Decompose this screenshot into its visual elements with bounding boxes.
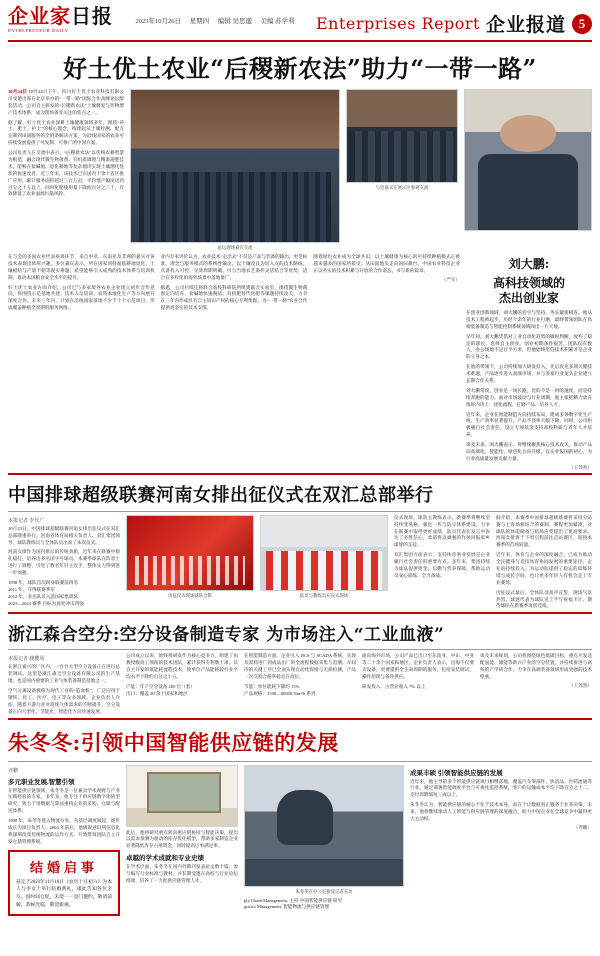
article2-para-3: 双汇集团方面表示，支持体育事业发展是企业履行社会责任的重要方式。多年来，集团持续为球队提供资金、后勤与营养保障，帮助运动员安心训练、全力备战。 [394, 552, 490, 578]
article3-spec-4: 研发投入：占营业收入 7% 以上 [362, 683, 426, 689]
article1-lower [8, 254, 592, 471]
article1-headline: 好土优土农业“后稷新农法”助力“一带一路” [63, 54, 537, 83]
article4-col4 [410, 765, 592, 917]
issue-date: 2023年10月26日 [135, 18, 181, 25]
article2-photo-banner-caption: 出征仪式现场球队合影 [168, 592, 212, 598]
profile-signature: （王莽然） [569, 464, 593, 470]
article2-col5 [496, 515, 592, 611]
article1-col-c [313, 254, 460, 471]
article3-para-2: 公司成立以来，始终将研发作为核心竞争力，组建了由教授级高工领衔的技术团队，累计获得专利数十项。其自主开发的低能耗流程技术，使单位产品能耗较行业平均水平下降约百分之十五。 [126, 653, 238, 679]
article4-sub3: 成果丰硕 引领智能供应链的发展 [410, 769, 503, 777]
issue-designer: 美编 苏学利 [260, 18, 295, 25]
article4-signature: （齐鹏） [573, 824, 592, 830]
profile-para-0: 在创业创新领域，刘大鹏的名字与坚持、务实紧密相连。他从技术工程师起步，历经十余年的行业打磨，最终带领团队在高端装备制造与智能控制系统领域闯出一片天地。 [466, 309, 593, 329]
issue-weekday: 星期四 [189, 18, 210, 25]
article1-para-2: 公司负责人在交流中表示，“后稷新农法”以传统农耕智慧为根基，融合现代微生物菌剂、有机质调理与精准施肥技术，能够在盐碱地、退化耕地等复杂地块实现土壤理化性状的快速改善。近三年来，该技术已在国内十余个省区推广应用，累计服务面积超过三百万亩，平均增产幅度达到百分之十五以上，同时化肥使用量下降约百分之二十，有效降低了农业面源污染风险。 [8, 150, 124, 197]
profile-para-4: 近年来，企业在智能制造方向持续布局，建成多条数字化生产线，生产效率显著提升，产品不良率大幅下降。同时，公司积极履行社会责任，设立专项基金支持高校科研与青年人才培养。 [466, 411, 593, 438]
article4-headline: 朱冬冬:引领中国智能供应链的发展 [8, 729, 339, 755]
article4-sub2: 卓越的学术成就和专业史绩 [126, 855, 204, 863]
article1-para-5: 业内专家评价认为，农业技术“走出去”不仅是产品与装备的输出，更是标准、理念与服务模式的系统性输出。以土壤改良为切入点的技术路线，具备投入可控、见效周期明确、可与当地农艺条件灵活结合等优势，适合在多样化的海外场景中落地推广。 [160, 253, 308, 280]
article3-spec-0: 产能：年产空分设备 260 台（套） [126, 683, 195, 689]
article2-photo-team [260, 515, 388, 591]
article1-para-3: 在与会的多国农业代表座谈环节，来自中亚、东南亚及非洲的嘉宾对该技术表现出浓厚兴趣。多位嘉宾表示，所在国家同样面临耕地退化、土壤板结与产量不稳等现实难题，希望能够引入成熟的技术体系与培训机制，推动本国粮食安全水平的提升。 [8, 253, 155, 280]
article2-photo-banner [126, 515, 254, 591]
profile-para-5: 谈及未来，刘大鹏表示，将继续聚焦核心技术攻关，推动产品向高端化、智能化、绿色化方向升级，以实业报国的初心，为行业高质量发展贡献力量。 [466, 442, 593, 461]
article3-para-0: 在浙江嘉兴的厂区内，一台台大型空分设备正在进行总装调试。这里是浙江森合空分设备有限公司的生产基地，也是国内重要的工业气体装备制造基地之一。 [8, 664, 120, 684]
article1-para-6: 据悉，公司后续还将联合高校科研院所组建联合实验室，围绕微生物菌群定向培育、盐碱地快速脱盐、有机肥替代化肥等课题持续攻关，力争在三年内形成具有自主知识产权的核心专利集群，为“一带一路”农业合作提供更坚实的技术支撑。 [160, 284, 308, 311]
article3-spec-2: 节能：单位能耗下降约 15% [244, 683, 300, 689]
article4-para-3: 在学术层面，朱冬冬在国内外期刊发表论文数十篇，参与编写行业标准与教材，并长期受邀在高校与行业论坛授课，培养了一大批供应链管理人才。 [126, 864, 238, 884]
article2-timeline-3: 2023—2024 赛季 目标为再度冲击四强 [8, 600, 84, 606]
article1-photo-col [130, 89, 340, 251]
article4-title-en-2: gistics Management, 智能物流与供应链管理 [244, 904, 330, 910]
article3-col3 [244, 653, 356, 715]
profile-para-2: 在他的带领下，公司持续加大研发投入，先后攻克多项关键技术难题，产品逐步进入高端市场，并与多家行业龙头企业建立长期合作关系。 [466, 364, 593, 383]
divider-5 [8, 718, 592, 720]
article2-photo-team-caption: 队员与教练员在仪式现场 [299, 592, 349, 598]
article1-photo-main-caption: 论坛现场嘉宾交流 [217, 245, 253, 250]
notice-title: 结婚启事 [29, 860, 98, 876]
article1-para-4: 好土优土农业方面介绍，公司已与多家境外农业企业建立初步合作意向，将围绕示范基地共建、技术人员培训、农资本地化生产等方向展开深度合作。未来三年内，计划在沿线国家落地不少于十个示范项目，形成覆盖种植全周期的服务网络。 [8, 284, 155, 311]
article3-headline: 浙江森合空分:空分设备制造专家 为市场注入“工业血液” [8, 625, 445, 646]
article2-headline: 中国排球超级联赛河南女排出征仪式在双汇总部举行 [8, 484, 434, 506]
article2-para-4: 据介绍，本赛季中国排球超级联赛将采用分站赛与主客场相结合的赛制，赛程更加紧凑，对球队的体能储备与临场应变提出了更高要求。河南女排将于下周启程前往首站赛区，迎接本赛季的首场较量。 [496, 514, 592, 548]
masthead-right [316, 6, 592, 37]
article4-body [8, 765, 592, 917]
article3-para-4: 面向海外市场，公司产品已出口至东南亚、中东、中亚等二十余个国家和地区。企业负责人表示，出海不仅要卖设备，更要提供全生命周期的服务，包括安装调试、操作培训与备件供应。 [362, 653, 474, 679]
article2-para-5: 近年来，体育与企业的深度融合，已成为推动全民健身与竞技体育协同发展的重要途径。企业的持续投入，为运动队提供了稳定的训练环境与成长空间，也让更多年轻人有机会走上专业赛场。 [496, 552, 592, 585]
profile-name-line2: 高科技领域的 [493, 275, 566, 290]
article2-photo-col-right [260, 515, 388, 611]
logo-en: ENTREPRENEUR DAILY [8, 28, 69, 33]
article2-para-2: 仪式现场，球队主教练表示，新赛季将继续坚持快变风格，强化一传与防守体系建设，力争在联赛中取得更好成绩。队员代表在发言中表达了必胜信心，承诺将以顽强的作风回报家乡球迷的支持。 [394, 514, 490, 548]
article2-timeline-0: 1998 年，球队首次跻身联赛前四名 [8, 579, 79, 585]
article2-para-6: 出征仪式最后，全体队员高声宣誓，现场气氛热烈。球迷代表为球队送上手写祝福卡片，期待球队在新赛季再创佳绩。 [496, 589, 592, 609]
article1-para-7: 随着绿色农业成为全球共识，以土壤健康为核心的可持续种植模式正被越来越多的国家所接受。从田间地头走向国际舞台，中国农业科技企业正以务实的技术积累与开放的合作姿态，书写新的篇章。 [313, 253, 461, 273]
article1-photo-main [130, 89, 340, 243]
article2-body [8, 515, 592, 611]
profile-para-3: 刘大鹏常说，创业是一场长跑，比的不是一时的速度，而是持续奔跑的能力。面对市场波动与行业周期，他主张把精力放在练好内功上：优化流程、打磨产品、培养人才。 [466, 387, 593, 407]
article2-timeline-1: 2011 年，夺得联赛季军 [8, 586, 55, 592]
logo-cn-tail: 日报 [71, 4, 113, 28]
article4-byline: 齐鹏 [8, 768, 19, 774]
article4-col1 [8, 765, 120, 917]
article3-col2 [126, 653, 238, 715]
article4-para-5: 朱冬冬认为，智能供应链的核心不在于技术本身，而在于让数据真正服务于业务决策。未来，他将继续推动人工智能与供应链管理的深度融合，助力中国企业在全球竞争中赢得更大主动权。 [410, 802, 592, 822]
masthead-left [8, 6, 113, 33]
masthead-meta [135, 16, 301, 25]
article2-byline: 本报记者 李代广 [8, 518, 45, 524]
article3-para-1: 空气分离设备被称为现代工业的“造血机”，广泛应用于钢铁、化工、医疗、电子等众多领域。企业负责人介绍，随着下游行业对高纯气体需求的不断提升，空分设备正向大型化、节能化、智能化方向快速发展。 [8, 688, 120, 714]
article1-body [8, 89, 592, 251]
article2-photo-col-left [126, 515, 254, 611]
article3-para-3: 在智能制造方面，企业引入 DCS 与 SCADA 系统，实现从原料进厂到成品出厂的全流程数据采集与追溯。车间内的关键工序已全面实现自动化焊接与无损检测，产品一次交验合格率稳定在高位。 [244, 653, 356, 679]
article1-col1 [8, 89, 124, 251]
article4-col2 [126, 765, 238, 917]
profile-box [466, 254, 592, 471]
article2-col4 [394, 515, 490, 611]
article3-spec-3: 产品规格：1500—60000 Nm³/h 系列 [244, 690, 316, 696]
article3-byline: 本报记者 楼樱凤 [8, 657, 45, 663]
article3-signature: （王荞然） [569, 682, 592, 688]
notice-box [8, 850, 120, 917]
article2-timeline-2: 2012 年，多名队员入选国家集训队 [8, 593, 79, 599]
notice-body: 兹定于2023年11月18日（农历十月初六）为本人与李女士举行结婚典礼，谨此告知各位亲友。因时间仓促，未能一一登门邀约，敬请谅解。恭候光临，敬贺新禧。 [16, 879, 112, 908]
article1-para-1: 据了解，好土优土农业深耕土壤健康领域多年，围绕“养土、肥土、护土”的核心理念，构建起从土壤检测、配方定制到田间服务的全链条解决方案，为沿线国家的农业可持续发展提供了可复制、可推广的中国方案。 [8, 119, 124, 146]
profile-name-line1: 刘大鹏: [508, 256, 550, 271]
article3-col4 [362, 653, 474, 715]
article4-photo-caption: 朱冬冬在办公室接受记者采访 [295, 888, 353, 894]
profile-name-line3: 杰出创业家 [499, 290, 560, 305]
profile-portrait [464, 89, 592, 231]
newspaper-logo [8, 6, 113, 27]
article4-photo-award [126, 765, 238, 827]
logo-cn: 企业家 [8, 4, 71, 28]
section-title-en: Enterprises Report [316, 14, 480, 33]
article2-para-1: 河南女排作为国内排坛的传统劲旅，近年来在联赛中稳扎稳打，培养出多名国字号球员。本赛季球队在阵容上进行了调整，引进了数名年轻主攻手，整体实力得到进一步加强。 [8, 549, 120, 576]
article3-spec-1: 出口：覆盖 20 余个国家和地区 [126, 690, 189, 696]
page-number-badge: 5 [572, 14, 592, 34]
section-title-cn: 企业报道 [485, 15, 566, 36]
profile-para-1: 早年间，刘大鹏凭借对工业自动化趋势的敏锐判断，放弃了稳定的职位，选择自主创业。创业初期条件艰苦，团队仅有数人，办公场地不足百平方米，但他始终坚信技术积累才是企业的立身之本。 [466, 333, 593, 360]
divider-3 [8, 612, 592, 614]
article1-para-0: 10月24日 10月24日下午，四川好土优土农业科技有限公司受邀出席在北京举办的“一带一路”国际合作高峰论坛配套活动，公司自主研发的“后稷新农法”土壤修复与作物增产技术体系，成为现场备受关注的焦点之一。 [8, 89, 124, 115]
article1-col-b [161, 254, 308, 471]
divider-1 [8, 473, 592, 475]
article3-para-5: 谈及未来规划，公司将围绕绿色低碳目标，重点开发适配氢能、储能等新兴产业的空分装置，并持续推进与高校的产学研合作，力争在高端装备领域形成更强的技术壁垒。 [480, 653, 592, 679]
article1-photo-secondary [346, 89, 458, 183]
article3-body [8, 653, 592, 715]
article4-photo-col [244, 765, 404, 917]
article2-para-0: 10月23日，中国排球超级联赛河南女排出征仪式在双汇总部隆重举行。河南省体育局相关负责人、双汇集团领导、球队教练员与全体队员出席了本次仪式。 [8, 525, 120, 545]
article3-col5 [480, 653, 592, 715]
article1-photo-secondary-caption: 与会嘉宾在展示区参观交流 [375, 185, 429, 190]
article1-signature: （严实） [441, 276, 461, 282]
article4-para-0: 在智能供应链领域，朱冬冬是一位兼具学术视野与产业实践经验的专家。多年来，他专注于供应链数字化转型研究，致力于用数据与算法重构企业的采购、仓储与配送体系。 [8, 787, 120, 814]
article4-sub1: 多元职业发展,智慧引领 [8, 778, 75, 786]
divider-2 [8, 511, 592, 512]
issue-editor: 编辑 吴思邈 [217, 18, 252, 25]
article4-title-en-1: ply Chain Management, 主持 中国智能供应链 研究 [244, 897, 343, 903]
divider-6 [8, 761, 592, 762]
divider-4 [8, 649, 592, 650]
article4-para-4: 近年来，他主导的多个智能供应链项目相继落地，覆盖汽车零部件、快消品、医药流通等行业。通过部署智能调度平台与可视化监控系统，客户的运输成本平均下降百分之十二，交付周期缩短三成以上。 [410, 778, 592, 798]
article4-para-2: 此后，他将研究重点转向供应链协同与智能决策，提出以需求预测为驱动的库存优化模型，帮助多家制造企业显著降低库存占用资金，同时提高订单满足率。 [126, 829, 238, 849]
article2-col1 [8, 515, 120, 611]
profile-col [464, 89, 592, 251]
article4-para-1: 1998 年，朱冬冬进入物流行业，从基层调度做起，逐步成长为项目负责人。2004 年前后，他敏锐意识到信息化将深刻改变传统物流的运作方式，开始带领团队自主开发仓储管理系统。 [8, 818, 120, 844]
article3-col1 [8, 653, 120, 715]
article4-photo-portrait [244, 765, 404, 887]
article1-lead-date: 10月24日 [8, 89, 28, 94]
article1-col-a [8, 254, 155, 471]
masthead [8, 6, 592, 42]
article1-photo-col2 [346, 89, 458, 251]
